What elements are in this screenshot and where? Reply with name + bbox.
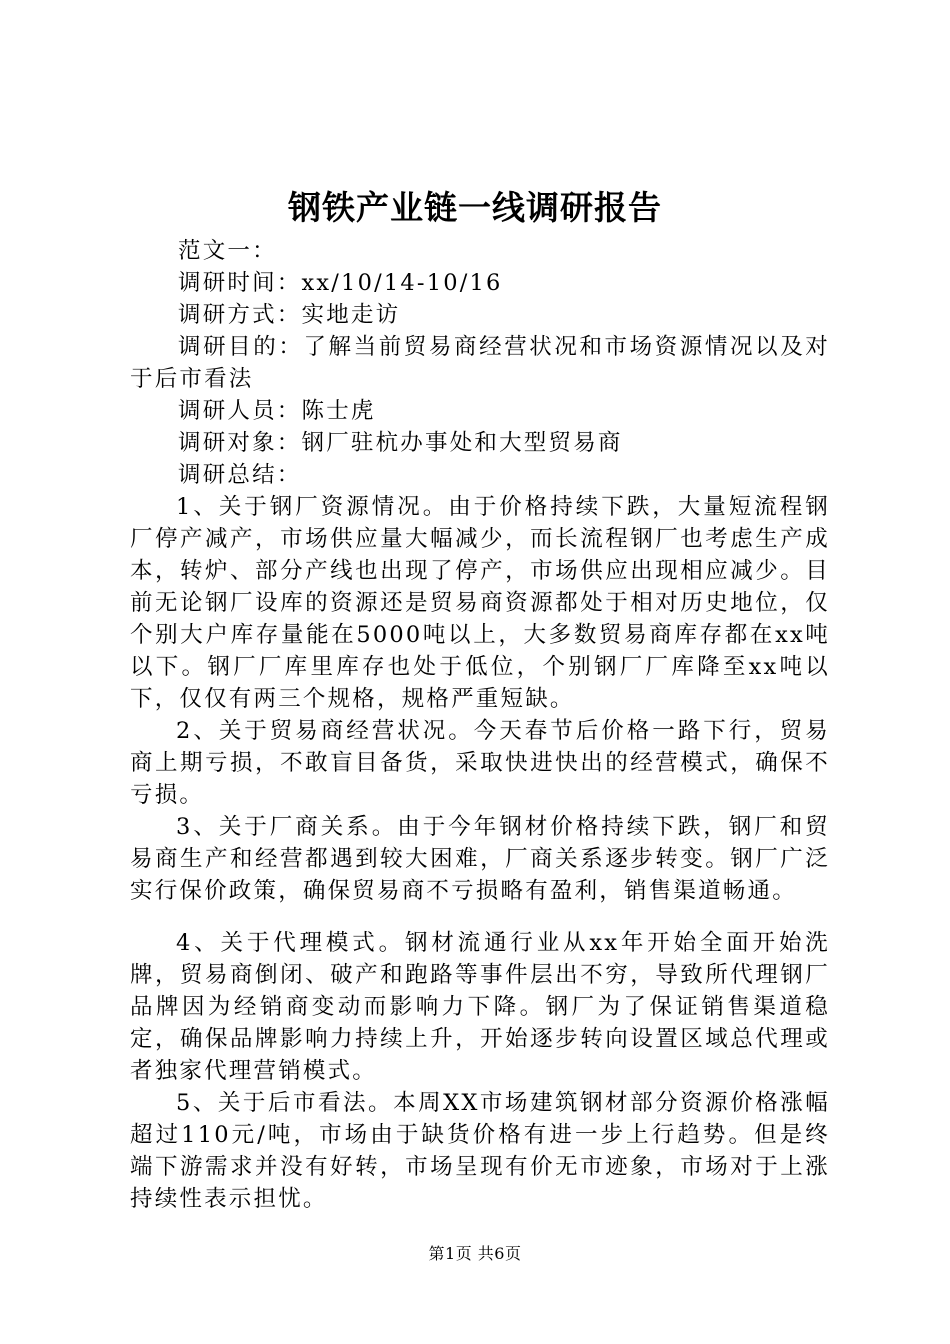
document-body: [130, 235, 830, 1215]
sample-label: 范文一：: [178, 238, 277, 264]
survey-method: 调研方式：实地走访: [178, 302, 401, 328]
survey-personnel: 调研人员：陈士虎: [178, 398, 376, 424]
survey-target: 调研对象：钢厂驻杭办事处和大型贸易商: [178, 430, 623, 456]
survey-purpose: 调研目的：了解当前贸易商经营状况和市场资源情况以及对于后市看法: [130, 334, 830, 392]
paragraph-mill-trader-relations: 3、关于厂商关系。由于今年钢材价格持续下跌，钢厂和贸易商生产和经营都遇到较大困难，厂商关系逐步转变。钢厂广泛实行保价政策，确保贸易商不亏损略有盈利，销售渠道畅通。: [130, 814, 830, 904]
survey-summary-label: 调研总结：: [178, 462, 302, 488]
document-title: 钢铁产业链一线调研报告: [288, 188, 662, 227]
paragraph-trader-operations: 2、关于贸易商经营状况。今天春节后价格一路下行，贸易商上期亏损，不敢盲目备货，采取快进快出的经营模式，确保不亏损。: [130, 718, 830, 808]
paragraph-gap: [130, 907, 830, 927]
paragraph-agency-model: 4、关于代理模式。钢材流通行业从xx年开始全面开始洗牌，贸易商倒闭、破产和跑路等事件层出不穷，导致所代理钢厂品牌因为经销商变动而影响力下降。钢厂为了保证销售渠道稳定，确保品牌影响力持续上升，开始逐步转向设置区域总代理或者独家代理营销模式。: [130, 930, 830, 1084]
page-footer: 第1页 共6页: [428, 1244, 522, 1263]
paragraph-steel-mill-resources: 1、关于钢厂资源情况。由于价格持续下跌，大量短流程钢厂停产减产，市场供应量大幅减少，而长流程钢厂也考虑生产成本，转炉、部分产线也出现了停产，市场供应出现相应减少。目前无论钢厂设库的资源还是贸易商资源都处于相对历史地位，仅个别大户库存量能在5000吨以上，大多数贸易商库存都在xx吨以下。钢厂厂库里库存也处于低位，个别钢厂厂库降至xx吨以下，仅仅有两三个规格，规格严重短缺。: [130, 494, 830, 712]
paragraph-market-outlook: 5、关于后市看法。本周XX市场建筑钢材部分资源价格涨幅超过110元/吨，市场由于缺货价格有进一步上行趋势。但是终端下游需求并没有好转，市场呈现有价无市迹象，市场对于上涨持续性表示担忧。: [130, 1090, 830, 1212]
survey-time: 调研时间：xx/10/14-10/16: [178, 270, 503, 296]
